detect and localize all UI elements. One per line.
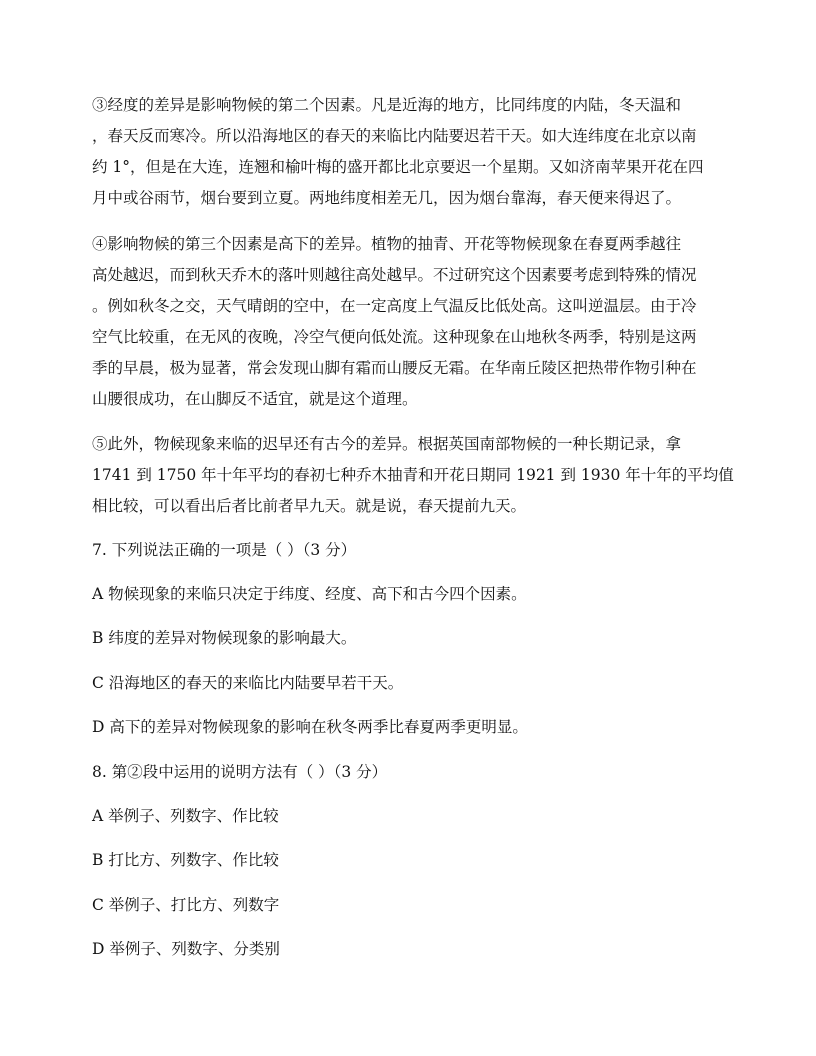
paragraph-line: 月中或谷雨节，烟台要到立夏。两地纬度相差无几，因为烟台靠海，春天便来得迟了。 bbox=[92, 189, 682, 207]
paragraph-line: ，春天反而寒冷。所以沿海地区的春天的来临比内陆要迟若干天。如大连纬度在北京以南 bbox=[92, 127, 697, 145]
paragraph-line: 山腰很成功，在山脚反不适宜，就是这个道理。 bbox=[92, 390, 418, 408]
paragraph-line: ③经度的差异是影响物候的第二个因素。凡是近海的地方，比同纬度的内陆，冬天温和 bbox=[92, 96, 682, 114]
question-8-option-c: C 举例子、打比方、列数字 bbox=[92, 896, 280, 914]
question-7-stem: 7. 下列说法正确的一项是（ ）（3 分） bbox=[92, 541, 357, 559]
paragraph-line: 。例如秋冬之交，天气晴朗的空中，在一定高度上气温反比低处高。这叫逆温层。由于冷 bbox=[92, 297, 697, 315]
paragraph-line: 1741 到 1750 年十年平均的春初七种乔木抽青和开花日期同 1921 到 1930 年十年的平均值 bbox=[92, 466, 734, 484]
question-8-option-b: B 打比方、列数字、作比较 bbox=[92, 851, 279, 869]
paragraph-line: ④影响物候的第三个因素是高下的差异。植物的抽青、开花等物候现象在春夏两季越往 bbox=[92, 235, 682, 253]
question-7-option-c: C 沿海地区的春天的来临比内陆要早若干天。 bbox=[92, 674, 404, 692]
paragraph-line: 高处越迟，而到秋天乔木的落叶则越往高处越早。不过研究这个因素要考虑到特殊的情况 bbox=[92, 266, 697, 284]
question-8-option-d: D 举例子、列数字、分类别 bbox=[92, 940, 280, 958]
paragraph-3 bbox=[92, 90, 722, 214]
paragraph-4 bbox=[92, 229, 722, 415]
question-7-option-a: A 物候现象的来临只决定于纬度、经度、高下和古今四个因素。 bbox=[92, 585, 527, 603]
paragraph-line: 相比较，可以看出后者比前者早九天。就是说，春天提前九天。 bbox=[92, 497, 527, 515]
paragraph-line: 季的早晨，极为显著，常会发现山脚有霜而山腰反无霜。在华南丘陵区把热带作物引种在 bbox=[92, 359, 697, 377]
question-8-stem: 8. 第②段中运用的说明方法有（ ）（3 分） bbox=[92, 763, 388, 781]
paragraph-line: 约 1°，但是在大连，连翘和榆叶梅的盛开都比北京要迟一个星期。又如济南苹果开花在四 bbox=[92, 158, 704, 176]
question-7-option-d: D 高下的差异对物候现象的影响在秋冬两季比春夏两季更明显。 bbox=[92, 718, 528, 736]
paragraph-line: 空气比较重，在无风的夜晚，冷空气便向低处流。这种现象在山地秋冬两季，特别是这两 bbox=[92, 328, 697, 346]
paragraph-5 bbox=[92, 429, 734, 522]
question-7-option-b: B 纬度的差异对物候现象的影响最大。 bbox=[92, 629, 357, 647]
question-8-option-a: A 举例子、列数字、作比较 bbox=[92, 807, 279, 825]
paragraph-line: ⑤此外，物候现象来临的迟早还有古今的差异。根据英国南部物候的一种长期记录，拿 bbox=[92, 435, 682, 453]
